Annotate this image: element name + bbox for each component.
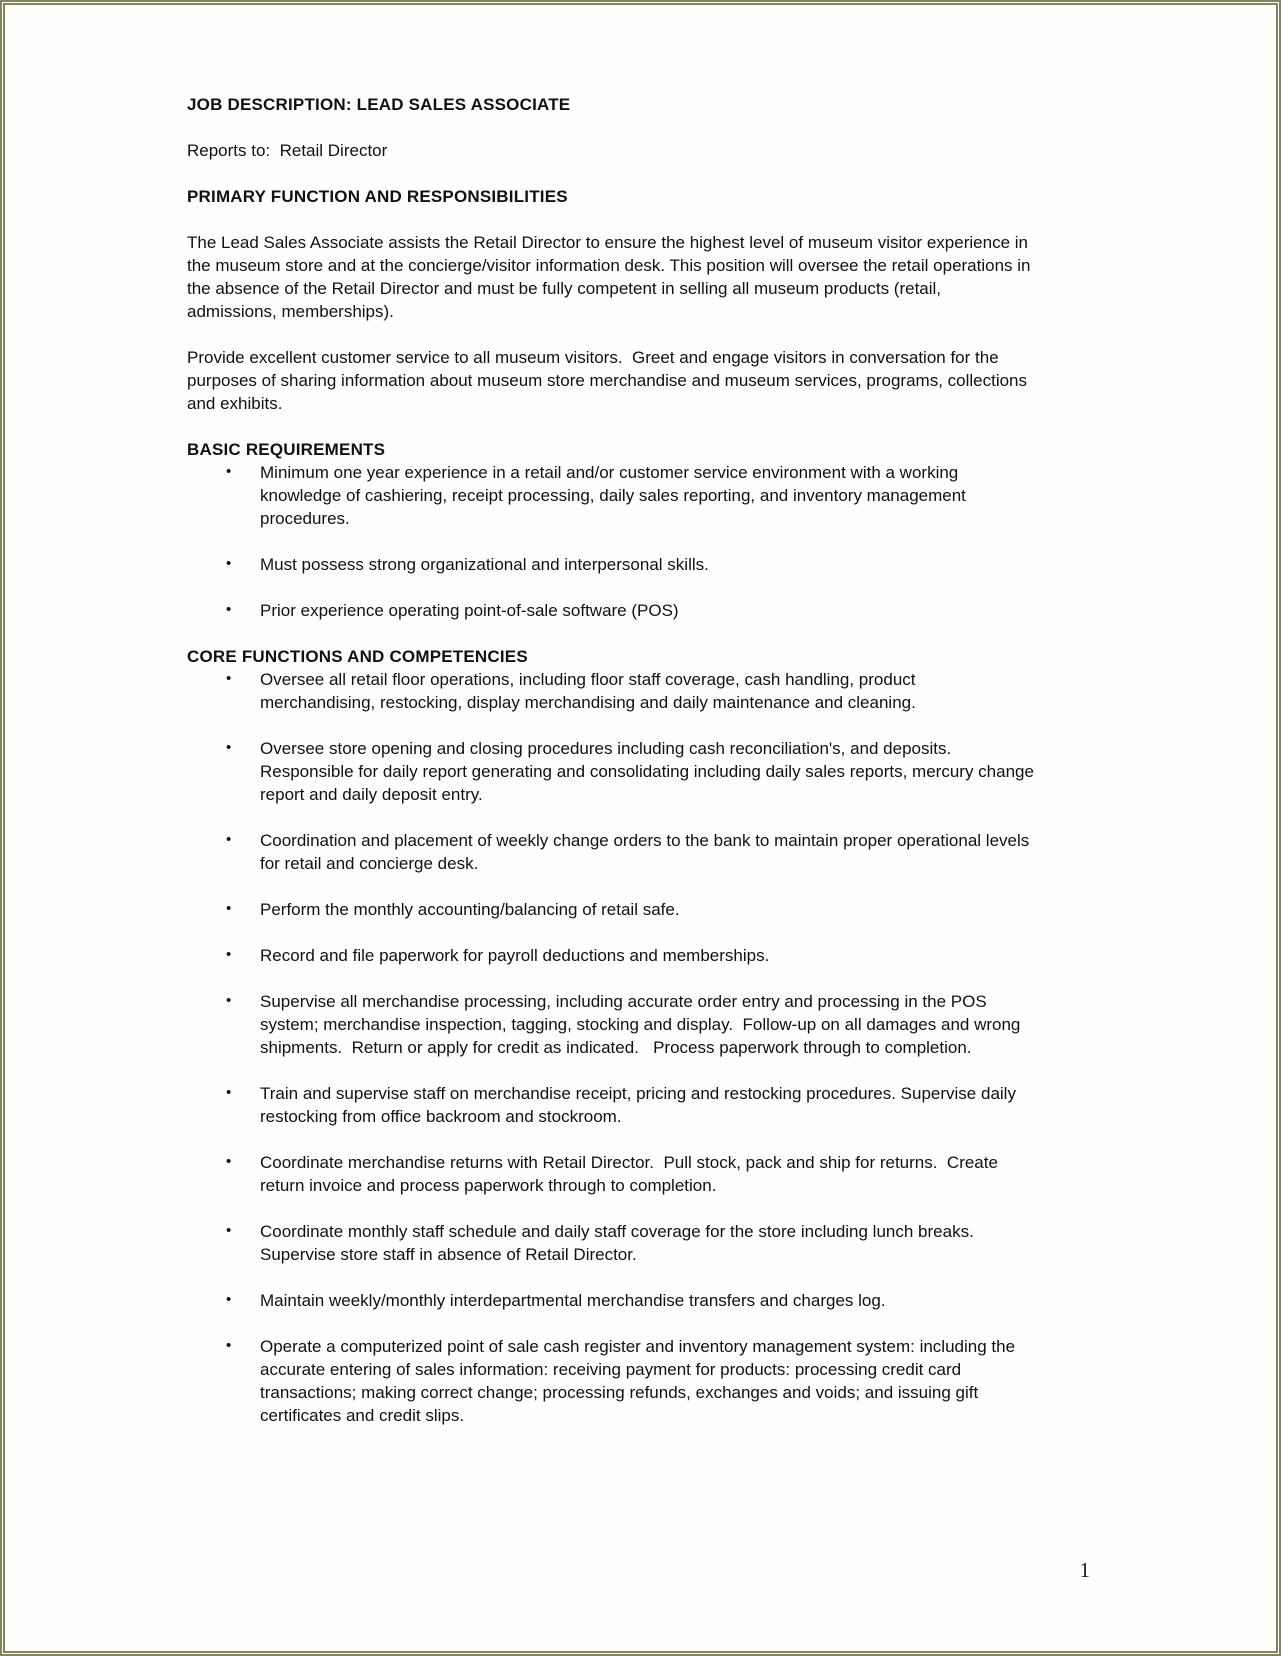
paragraph-primary-function-1: The Lead Sales Associate assists the Retail Director to ensure the highest level of museum visitor experience in the museum store and at the concierge/visitor information desk. This position will oversee the retail operations in the absence of the Retail Director and must be fully competent in selling all museum products (retail, admissions, memberships).: [187, 233, 1036, 321]
list-item: [187, 1220, 1034, 1266]
section-heading-primary-function: PRIMARY FUNCTION AND RESPONSIBILITIES: [187, 187, 568, 206]
list-item: [187, 990, 1034, 1059]
bullet-icon: •: [226, 1222, 232, 1239]
list-item: [187, 737, 1039, 806]
page-number: 1: [1079, 1558, 1090, 1582]
list-item: [187, 1335, 1034, 1427]
section-heading-basic-requirements: BASIC REQUIREMENTS: [187, 440, 386, 459]
list-item: [187, 668, 1034, 714]
list-item: [187, 553, 1034, 576]
list-item: [187, 461, 1034, 530]
list-item-text: Must possess strong organizational and interpersonal skills.: [260, 555, 709, 574]
list-item-text: Oversee all retail floor operations, including floor staff coverage, cash handling, product merchandising, restocking, display merchandising and daily maintenance and cleaning.: [260, 670, 921, 712]
list-item-text: Prior experience operating point-of-sale software (POS): [260, 601, 679, 620]
document-body: [5, 5, 1276, 1651]
list-item-text: Record and file paperwork for payroll deductions and memberships.: [260, 946, 770, 965]
bullet-icon: •: [226, 601, 232, 618]
bullet-icon: •: [226, 992, 232, 1009]
bullet-icon: •: [226, 946, 232, 963]
bullet-icon: •: [226, 1337, 232, 1354]
reports-to-line: Reports to: Retail Director: [187, 141, 388, 160]
bullet-icon: •: [226, 1291, 232, 1308]
bullet-icon: •: [226, 900, 232, 917]
list-item-text: Maintain weekly/monthly interdepartmental merchandise transfers and charges log.: [260, 1291, 886, 1310]
list-item: [187, 1151, 1034, 1197]
list-item: [187, 829, 1034, 875]
list-item-text: Coordinate merchandise returns with Retail Director. Pull stock, pack and ship for returns. Create return invoice and process paperwork through to completion.: [260, 1153, 1003, 1195]
list-item-text: Coordination and placement of weekly change orders to the bank to maintain proper operational levels for retail and concierge desk.: [260, 831, 1034, 873]
list-item: [187, 898, 1034, 921]
section-heading-core-functions: CORE FUNCTIONS AND COMPETENCIES: [187, 647, 528, 666]
list-item-text: Minimum one year experience in a retail and/or customer service environment with a working knowledge of cashiering, receipt processing, daily sales reporting, and inventory management procedures.: [260, 463, 971, 528]
list-item: [187, 944, 1034, 967]
bullet-icon: •: [226, 463, 232, 480]
core-functions-list: [187, 668, 1039, 1427]
bullet-icon: •: [226, 1153, 232, 1170]
bullet-icon: •: [226, 1084, 232, 1101]
list-item: [187, 599, 1034, 622]
bullet-icon: •: [226, 670, 232, 687]
list-item-text: Oversee store opening and closing procedures including cash reconciliation's, and deposits. Responsible for daily report generating and consolidating including daily sales reports, mercury change report and daily deposit entry.: [260, 739, 1039, 804]
paragraph-primary-function-2: Provide excellent customer service to all museum visitors. Greet and engage visitors in conversation for the purposes of sharing information about museum store merchandise and museum services, programs, collections and exhibits.: [187, 348, 1032, 413]
list-item-text: Supervise all merchandise processing, including accurate order entry and processing in the POS system; merchandise inspection, tagging, stocking and display. Follow-up on all damages and wrong shipments. Return or apply for credit as indicated. Process paperwork through to completion.: [260, 992, 1026, 1057]
bullet-icon: •: [226, 739, 232, 756]
list-item: [187, 1289, 1034, 1312]
list-item-text: Train and supervise staff on merchandise receipt, pricing and restocking procedures. Supervise daily restocking from office backroom and stockroom.: [260, 1084, 1021, 1126]
basic-requirements-list: [187, 461, 1034, 622]
bullet-icon: •: [226, 555, 232, 572]
list-item-text: Perform the monthly accounting/balancing of retail safe.: [260, 900, 680, 919]
list-item-text: Coordinate monthly staff schedule and daily staff coverage for the store including lunch breaks. Supervise store staff in absence of Retail Director.: [260, 1222, 984, 1264]
list-item-text: Operate a computerized point of sale cash register and inventory management system: including the accurate entering of sales information: receiving payment for products: processing credit card transactions; making correct change; processing refunds, exchanges and voids; and issuing gift certificates and credit slips.: [260, 1337, 1020, 1425]
document-title: JOB DESCRIPTION: LEAD SALES ASSOCIATE: [187, 95, 571, 114]
list-item: [187, 1082, 1034, 1128]
bullet-icon: •: [226, 831, 232, 848]
